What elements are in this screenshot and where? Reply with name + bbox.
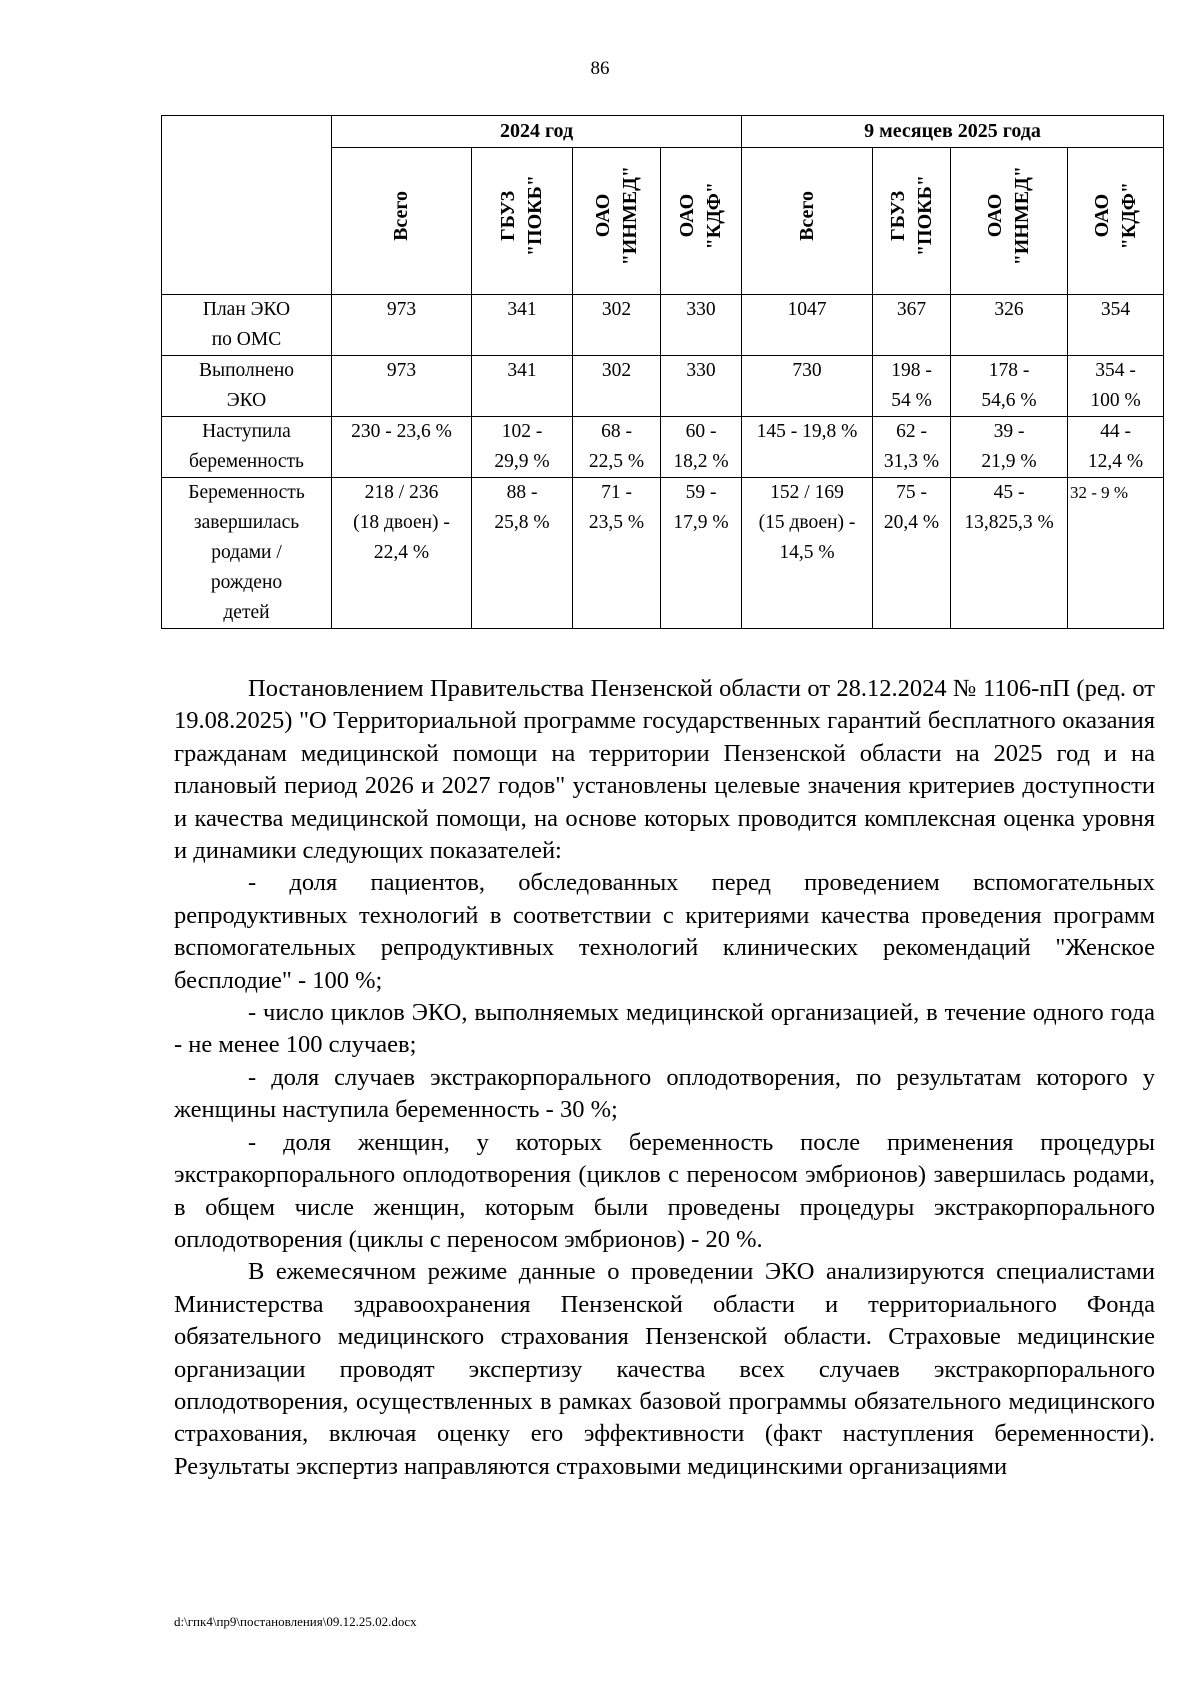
column-header-line: ОАО xyxy=(676,194,698,238)
cell-line: 59 - xyxy=(685,482,717,503)
cell-line: 60 - xyxy=(685,421,717,442)
row-label-line: завершилась xyxy=(193,512,300,533)
table-cell xyxy=(1068,417,1164,478)
cell-line: 39 - xyxy=(993,421,1025,442)
table-cell xyxy=(472,295,573,356)
cell-line: 62 - xyxy=(896,421,927,442)
cell-line: 1047 xyxy=(787,299,827,320)
column-header xyxy=(661,148,742,295)
column-header-line: ОАО xyxy=(591,194,614,238)
table-cell xyxy=(873,478,951,629)
column-header-label xyxy=(794,191,821,241)
cell-line: 341 xyxy=(507,299,537,320)
cell-line: 71 - xyxy=(601,482,632,503)
row-label-line: детей xyxy=(223,602,270,623)
row-label-line: по ОМС xyxy=(211,329,282,350)
table-cell xyxy=(742,356,873,417)
column-header-label xyxy=(982,166,1036,265)
row-label-line: рождено xyxy=(210,572,283,593)
cell-line: 18,2 % xyxy=(673,451,729,472)
footer-file-path: d:\гпк4\пр9\постановления\09.12.25.02.docx xyxy=(174,1614,417,1629)
cell-line: 68 - xyxy=(601,421,632,442)
paragraph: - доля случаев экстракорпорального оплодотворения, по результатам которого у женщины наступила беременность - 30 %; xyxy=(174,1063,1155,1124)
paragraph: Постановлением Правительства Пензенской области от 28.12.2024 № 1106-пП (ред. от 19.08.2025) "О Территориальной программе государственных гарантий бесплатного оказания гражданам медицинской помощи на территории Пензенской области на 2025 год и на плановый период 2026 и 2027 годов" установлены целевые значения критериев доступности и качества медицинской помощи, на основе которых проводится комплексная оценка уровня и динамики следующих показателей: xyxy=(174,675,1155,865)
column-header-label xyxy=(1089,182,1143,249)
column-header-line: "ИНМЕД" xyxy=(1011,166,1033,266)
group-header-2024: 2024 год xyxy=(332,116,742,148)
row-label xyxy=(162,295,332,356)
column-header-line: "КДФ" xyxy=(1117,182,1140,250)
paragraph: - доля женщин, у которых беременность после применения процедуры экстракорпорального оплодотворения (циклов с переносом эмбрионов) завершилась родами, в общем числе женщин, которым были проведены процедуры экстракорпорального оплодотворения (циклы с переносом эмбрионов) - 20 %. xyxy=(174,1128,1155,1253)
cell-line: 102 - xyxy=(501,421,543,442)
table-cell xyxy=(742,478,873,629)
row-label xyxy=(162,356,332,417)
cell-line: 218 / 236 xyxy=(364,482,439,503)
column-header xyxy=(573,148,661,295)
cell-line: (15 двоен) - xyxy=(758,512,856,533)
column-header xyxy=(1068,148,1164,295)
column-header-line: "ИНМЕД" xyxy=(618,166,641,266)
table-cell xyxy=(1068,356,1164,417)
cell-line: 100 % xyxy=(1090,390,1141,411)
row-label-line: ЭКО xyxy=(226,390,267,411)
cell-line: 330 xyxy=(686,299,716,320)
column-header-label xyxy=(674,182,728,249)
row-label-line: Беременность xyxy=(188,482,305,503)
column-header-label xyxy=(388,191,415,241)
table-cell xyxy=(873,356,951,417)
cell-line: 302 xyxy=(601,299,632,320)
cell-line: 330 xyxy=(686,360,716,381)
column-header-line: "ПОКБ" xyxy=(913,175,936,257)
cell-line: 230 - 23,6 % xyxy=(351,421,452,442)
cell-line: 12,4 % xyxy=(1087,451,1144,472)
column-header-line: Всего xyxy=(795,191,818,241)
cell-line: 29,9 % xyxy=(494,451,550,472)
column-header-label xyxy=(885,175,939,256)
table-cell xyxy=(332,295,472,356)
column-header xyxy=(742,148,873,295)
cell-line: 31,3 % xyxy=(883,451,940,472)
table-corner-cell xyxy=(162,116,332,295)
column-header-line: "КДФ" xyxy=(703,182,725,250)
column-header xyxy=(332,148,472,295)
table-cell xyxy=(742,295,873,356)
table-cell xyxy=(573,417,661,478)
paragraph: - доля пациентов, обследованных перед проведением вспомогательных репродуктивных технологий в соответствии с критериями качества проведения программ вспомогательных репродуктивных технологий клинических рекомендаций "Женское бесплодие" - 100 %; xyxy=(174,869,1155,994)
column-header-line: "ПОКБ" xyxy=(524,175,546,257)
table-cell xyxy=(472,356,573,417)
paragraph: - число циклов ЭКО, выполняемых медицинской организацией, в течение одного года - не менее 100 случаев; xyxy=(174,999,1155,1059)
table-cell xyxy=(661,356,742,417)
table-row xyxy=(162,295,1164,356)
column-header-label xyxy=(495,175,549,256)
table-cell xyxy=(873,295,951,356)
table-cell xyxy=(951,417,1068,478)
table-cell xyxy=(661,295,742,356)
table-cell xyxy=(573,356,661,417)
column-header xyxy=(951,148,1068,295)
table-cell xyxy=(472,417,573,478)
ivf-statistics-table xyxy=(161,115,1164,629)
cell-line: 54 % xyxy=(891,390,932,411)
cell-line: 341 xyxy=(507,360,537,381)
cell-line: 178 - xyxy=(988,360,1030,381)
cell-line: (18 двоен) - xyxy=(353,512,450,533)
table-cell xyxy=(573,295,661,356)
cell-line: 152 / 169 xyxy=(770,482,844,503)
page-number: 86 xyxy=(590,58,610,79)
table-cell xyxy=(573,478,661,629)
row-label xyxy=(162,417,332,478)
group-header-2025: 9 месяцев 2025 года xyxy=(742,116,1164,148)
table-cell xyxy=(332,417,472,478)
row-label-line: беременность xyxy=(189,451,304,472)
column-header-line: ГБУЗ xyxy=(886,190,909,242)
column-header-label xyxy=(590,166,644,265)
table-cell xyxy=(951,295,1068,356)
table-cell xyxy=(873,417,951,478)
cell-line: 32 - 9 % xyxy=(1070,483,1129,502)
table-cell xyxy=(661,478,742,629)
cell-line: 25,8 % xyxy=(494,512,550,533)
cell-line: 354 - xyxy=(1095,360,1136,381)
cell-line: 326 xyxy=(994,299,1024,320)
cell-line: 145 - 19,8 % xyxy=(756,421,858,442)
cell-line: 367 xyxy=(896,299,927,320)
cell-line: 22,4 % xyxy=(373,542,430,563)
column-header-line: ОАО xyxy=(1090,194,1113,238)
cell-line: 23,5 % xyxy=(588,512,645,533)
cell-line: 17,9 % xyxy=(673,512,729,533)
cell-line: 75 - xyxy=(896,482,927,503)
cell-line: 45 - xyxy=(993,482,1025,503)
cell-line: 14,5 % xyxy=(779,542,835,563)
paragraph: В ежемесячном режиме данные о проведении ЭКО анализируются специалистами Министерства здравоохранения Пензенской области и территориального Фонда обязательного медицинского страхования Пензенской области. Страховые медицинские организации проводят экспертизу качества всех случаев экстракорпорального оплодотворения, осуществленных в рамках базовой программы обязательного медицинского страхования, включая оценку его эффективности (факт наступления беременности). Результаты экспертиз направляются страховыми медицинскими организациями xyxy=(174,1258,1155,1480)
body-text xyxy=(174,673,1155,1483)
cell-line: 54,6 % xyxy=(981,390,1037,411)
cell-line: 21,9 % xyxy=(981,451,1037,472)
cell-line: 88 - xyxy=(506,482,538,503)
column-header xyxy=(472,148,573,295)
cell-line: 198 - xyxy=(891,360,932,381)
column-header-line: Всего xyxy=(390,191,412,241)
cell-line: 730 xyxy=(792,360,822,381)
table-cell xyxy=(332,478,472,629)
table-cell xyxy=(332,356,472,417)
row-label-line: родами / xyxy=(211,542,282,563)
table-cell xyxy=(1068,295,1164,356)
table-row xyxy=(162,417,1164,478)
cell-line: 13,825,3 % xyxy=(964,512,1054,533)
table-cell xyxy=(951,478,1068,629)
cell-line: 44 - xyxy=(1100,421,1131,442)
cell-line: 22,5 % xyxy=(588,451,645,472)
cell-line: 20,4 % xyxy=(883,512,940,533)
table-cell xyxy=(742,417,873,478)
row-label xyxy=(162,478,332,629)
table-cell xyxy=(472,478,573,629)
row-label-line: Наступила xyxy=(202,421,291,442)
row-label-line: Выполнено xyxy=(198,360,295,381)
cell-line: 973 xyxy=(386,360,417,381)
table-row xyxy=(162,478,1164,629)
table-cell xyxy=(661,417,742,478)
table-cell xyxy=(1068,478,1164,629)
table-row xyxy=(162,356,1164,417)
column-header-line: ГБУЗ xyxy=(497,190,519,242)
cell-line: 354 xyxy=(1100,299,1131,320)
cell-line: 302 xyxy=(601,360,632,381)
row-label-line: План ЭКО xyxy=(202,299,291,320)
cell-line: 973 xyxy=(386,299,417,320)
column-header-line: ОАО xyxy=(984,194,1006,238)
column-header xyxy=(873,148,951,295)
table-cell xyxy=(951,356,1068,417)
